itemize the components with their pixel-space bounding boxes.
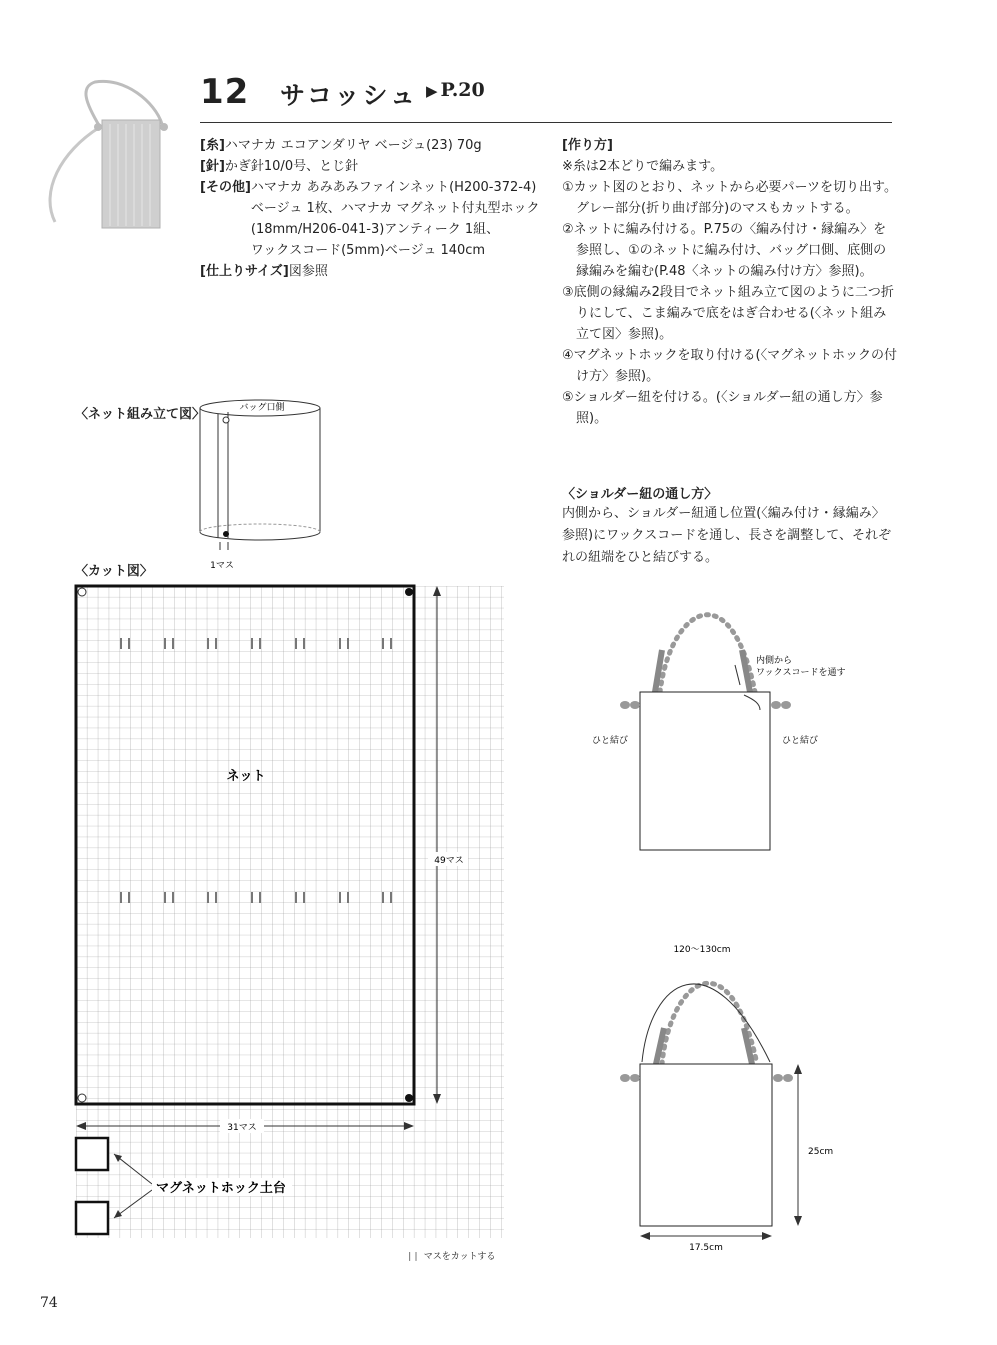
inside-label-1: 内側から: [756, 656, 793, 666]
shoulder-title: 〈ショルダー紐の通し方〉: [562, 487, 718, 502]
instruction-step: ⑤ショルダー紐を付ける。(〈ショルダー紐の通し方〉参照)。: [562, 390, 883, 426]
material-row: [糸] ハマナカ エコアンダリヤ ベージュ(23) 70g: [200, 138, 482, 153]
width-label: 31マス: [227, 1123, 257, 1133]
knot-left-label: ひと結び: [591, 736, 629, 746]
page-number: 74: [40, 1295, 58, 1311]
legend-symbol: | |: [408, 1252, 418, 1262]
pattern-number: 12: [200, 72, 250, 112]
inside-label-2: ワックスコードを通す: [756, 668, 846, 678]
instructions-heading: [作り方]: [562, 138, 613, 153]
instruction-step: ①カット図のとおり、ネットから必要パーツを切り出す。グレー部分(折り曲げ部分)のマスもカットする。: [562, 180, 897, 216]
legend: [408, 1249, 495, 1262]
width-dimension-label: 17.5cm: [689, 1243, 723, 1253]
strap-length-label: 120～130cm: [673, 945, 731, 955]
triangle-right-icon: ▶: [426, 82, 438, 100]
instruction-step: ④マグネットホックを取り付ける(〈マグネットホックの付け方〉参照)。: [562, 348, 897, 384]
page-reference-text: P.20: [440, 79, 485, 101]
instruction-step: ③底側の縁編み2段目でネット組み立て図のように二つ折りにして、こま編みで底をはぎ合わせる(〈ネット組み立て図〉参照)。: [562, 285, 894, 342]
assembly-top-label: バッグ口側: [239, 403, 285, 413]
material-row: [針] かぎ針10/0号、とじ針: [200, 159, 359, 174]
material-row: [その他] ハマナカ あみあみファインネット(H200-372-4) ベージュ 1枚、ハマナカ マグネット付丸型ホック (18mm/H206-041-3)アンティーク 1組、 ワックスコード(5mm)ベージュ 140cm: [200, 180, 540, 258]
cut-diagram-title: 〈カット図〉: [75, 564, 153, 579]
pattern-name: サコッシュ: [280, 81, 419, 110]
material-row: [仕上りサイズ] 図参照: [200, 264, 328, 279]
shoulder-diagram-1: [580, 580, 860, 860]
instructions: [562, 135, 897, 429]
header-rule: [200, 122, 892, 123]
materials-list: [200, 135, 550, 282]
instruction-step: ②ネットに編み付ける。P.75の〈編み付け・縁編み〉を参照し、①のネットに編み付け、バッグ口側、底側の縁編みを編む(P.48〈ネットの編み付け方〉参照)。: [562, 222, 887, 279]
magnet-label: マグネットホック土台: [156, 1181, 286, 1196]
height-dimension-label: 25cm: [808, 1147, 834, 1157]
cut-diagram: [70, 580, 515, 1250]
net-label: ネット: [226, 769, 266, 784]
assembly-bottom-label: 1マス: [210, 561, 234, 571]
legend-text: マスをカットする: [423, 1252, 496, 1262]
shoulder-description: 内側から、ショルダー紐通し位置(〈編み付け・縁編み〉参照)にワックスコードを通し、長さを調整して、それぞれの紐端をひと結びする。: [562, 506, 892, 565]
page-reference: [426, 79, 485, 101]
height-label: 49マス: [434, 856, 464, 866]
assembly-diagram-title: 〈ネット組み立て図〉: [75, 407, 206, 422]
knot-right-label: ひと結び: [781, 736, 819, 746]
assembly-diagram: [190, 392, 330, 572]
shoulder-diagram-2: [580, 940, 860, 1260]
bag-illustration: [40, 72, 200, 242]
instructions-note: ※糸は2本どりで編みます。: [562, 159, 724, 174]
